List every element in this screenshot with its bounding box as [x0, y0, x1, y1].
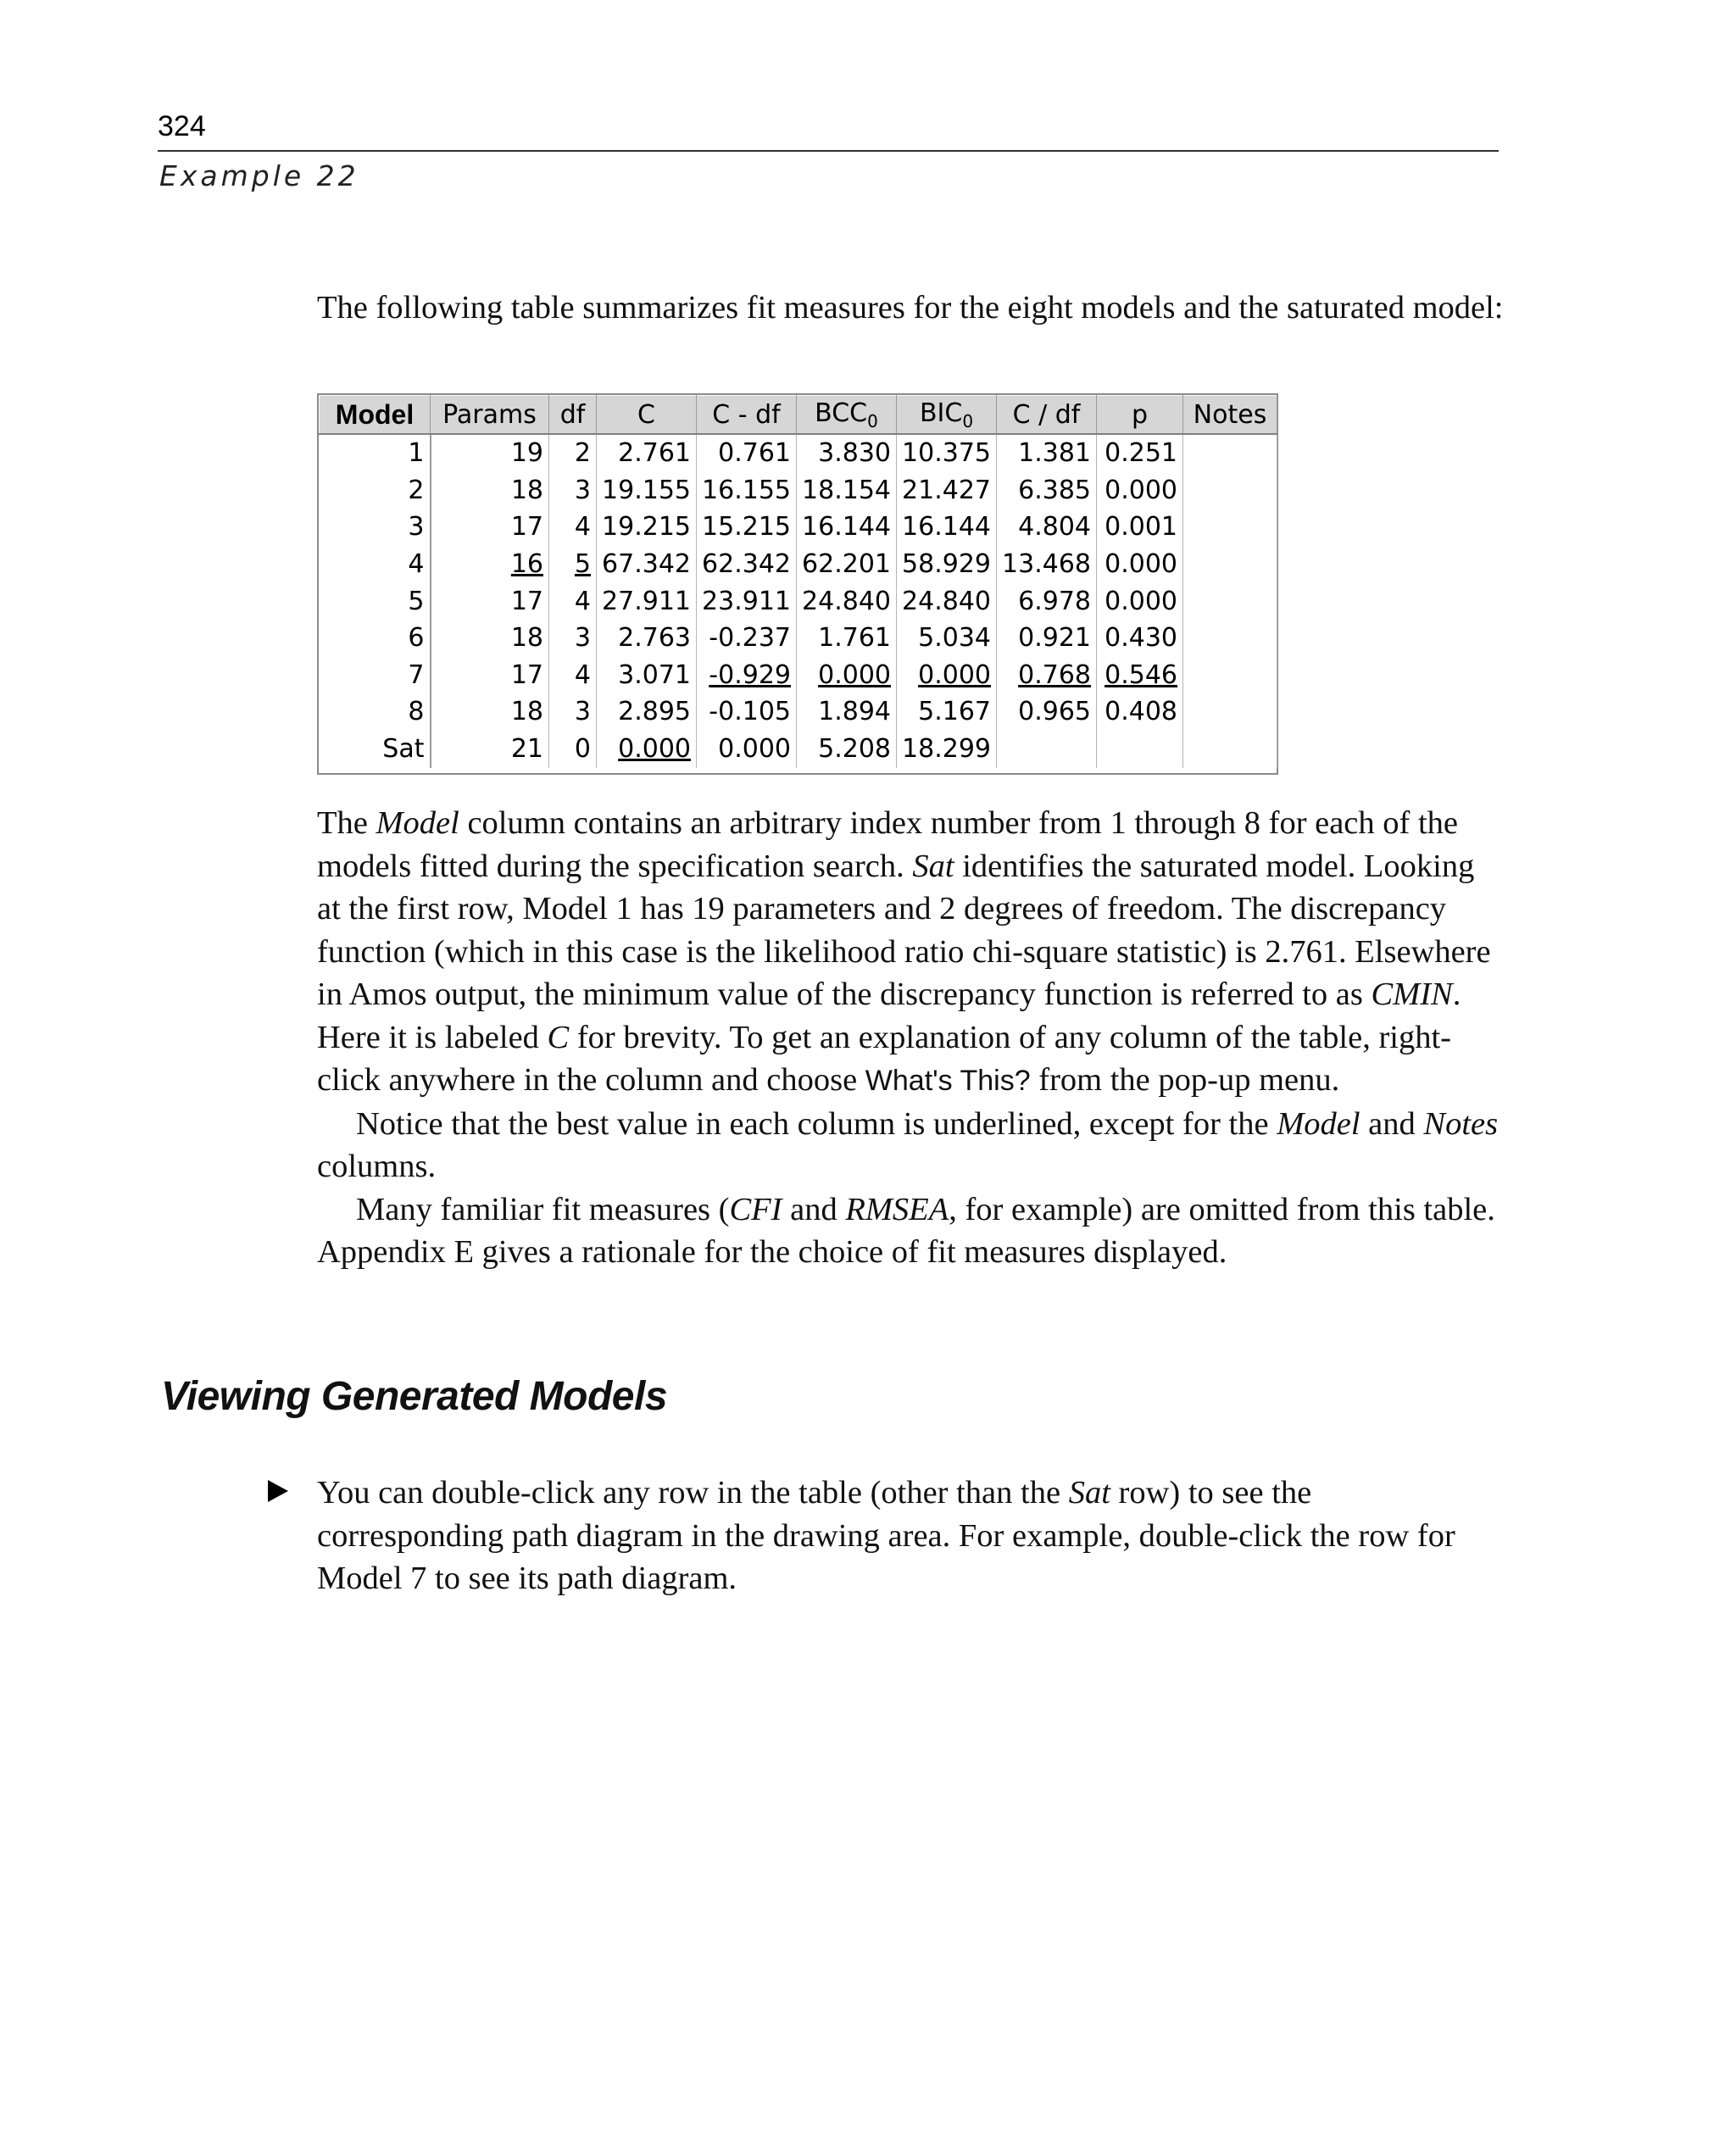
cell-c-over-df — [997, 657, 1097, 694]
cell-c-over-df: 1.381 — [997, 434, 1097, 472]
cell-df — [549, 546, 597, 583]
cell-bcc0: 24.840 — [797, 582, 897, 620]
cell-params: 17 — [431, 582, 549, 620]
column-header-c-minus-df[interactable]: C - df — [697, 396, 797, 435]
table-header-row — [320, 396, 1277, 435]
section-heading: Viewing Generated Models — [161, 1374, 668, 1419]
text-run: Notice that the best value in each column is underlined, except for the — [356, 1105, 1277, 1142]
bic-subscript: 0 — [962, 410, 974, 431]
cell-bic0: 10.375 — [897, 434, 997, 472]
cell-notes — [1183, 582, 1277, 620]
cell-bcc0: 1.894 — [797, 693, 897, 731]
cell-c-minus-df — [697, 657, 797, 694]
cell-notes — [1183, 434, 1277, 472]
term-cfi: CFI — [729, 1191, 782, 1227]
text-run: The — [317, 805, 376, 841]
cell-c: 67.342 — [597, 546, 697, 583]
cell-notes — [1183, 693, 1277, 731]
table-row[interactable] — [320, 509, 1277, 546]
best-value: 0.546 — [1104, 659, 1177, 690]
cell-model: 4 — [320, 546, 431, 583]
text-run: for brevity. To get an explanation of any column of the table, right-click anywhere in the column and choose — [317, 1019, 1451, 1098]
text-run: . Here it is labeled — [317, 976, 1461, 1055]
bullet-triangle-icon — [268, 1480, 288, 1502]
cell-params: 18 — [431, 693, 549, 731]
explanation-text — [317, 802, 1504, 1274]
cell-bic0 — [897, 657, 997, 694]
cell-c-over-df — [997, 731, 1097, 768]
cell-p: 0.251 — [1097, 434, 1183, 472]
cell-model: 3 — [320, 509, 431, 546]
cell-c-over-df: 0.921 — [997, 620, 1097, 657]
ui-term-whats-this: What's This? — [865, 1065, 1031, 1097]
cell-model: Sat — [320, 731, 431, 768]
column-header-model[interactable]: Model — [320, 396, 431, 435]
cell-bcc0: 3.830 — [797, 434, 897, 472]
cell-df: 3 — [549, 693, 597, 731]
cell-c-over-df: 13.468 — [997, 546, 1097, 583]
cell-bic0: 21.427 — [897, 472, 997, 509]
cell-c — [597, 731, 697, 768]
term-model: Model — [1277, 1105, 1360, 1142]
cell-notes — [1183, 472, 1277, 509]
text-run: column contains an arbitrary index number from 1 through 8 for each of the models fitted during the specification search. — [317, 805, 1459, 884]
cell-c-over-df: 6.978 — [997, 582, 1097, 620]
best-value: 5 — [574, 549, 591, 580]
cell-c: 19.215 — [597, 509, 697, 546]
bic-label: BIC — [919, 398, 963, 428]
intro-paragraph: The following table summarizes fit measures for the eight models and the saturated model: — [317, 290, 1504, 325]
text-run: and — [782, 1191, 846, 1227]
text-run: , for example) are omitted from this table. Appendix E gives a rationale for the choice of fit measures displayed. — [317, 1191, 1495, 1270]
cell-df: 2 — [549, 434, 597, 472]
column-header-notes[interactable]: Notes — [1183, 396, 1277, 435]
cell-notes — [1183, 731, 1277, 768]
cell-bic0: 16.144 — [897, 509, 997, 546]
cell-c-minus-df: 15.215 — [697, 509, 797, 546]
best-value: 0.000 — [818, 659, 891, 690]
cell-params: 21 — [431, 731, 549, 768]
cell-c-minus-df: 0.761 — [697, 434, 797, 472]
table-row[interactable] — [320, 657, 1277, 694]
cell-p: 0.001 — [1097, 509, 1183, 546]
explanation-paragraph-1 — [317, 802, 1504, 1103]
explanation-paragraph-2 — [317, 1103, 1504, 1188]
table-row[interactable] — [320, 693, 1277, 731]
cell-p: 0.408 — [1097, 693, 1183, 731]
cell-params: 18 — [431, 472, 549, 509]
bcc-label: BCC — [815, 398, 868, 428]
term-cmin: CMIN — [1371, 976, 1453, 1012]
table-row[interactable] — [320, 434, 1277, 472]
running-head: Example 22 — [159, 159, 359, 192]
cell-bic0: 5.034 — [897, 620, 997, 657]
cell-bic0: 5.167 — [897, 693, 997, 731]
cell-notes — [1183, 546, 1277, 583]
cell-model: 7 — [320, 657, 431, 694]
text-run: and — [1360, 1105, 1424, 1142]
cell-c-over-df: 0.965 — [997, 693, 1097, 731]
cell-c-over-df: 4.804 — [997, 509, 1097, 546]
cell-p: 0.000 — [1097, 546, 1183, 583]
column-header-params[interactable]: Params — [431, 396, 549, 435]
term-model: Model — [376, 805, 459, 841]
cell-c-minus-df: 0.000 — [697, 731, 797, 768]
table-row[interactable] — [320, 620, 1277, 657]
cell-p: 0.000 — [1097, 582, 1183, 620]
cell-bic0: 18.299 — [897, 731, 997, 768]
text-run: identifies the saturated model. Looking at the first row, Model 1 has 19 parameters and 2 degrees of freedom. The discrepancy function (which in this case is the likelihood ratio chi-square statistic) is 2.761. Elsewhere in Amos output, the minimum value of the discrepancy function is referred to as — [317, 848, 1491, 1012]
cell-c-over-df: 6.385 — [997, 472, 1097, 509]
best-value: -0.929 — [709, 659, 791, 690]
bullet-step-text — [317, 1472, 1504, 1600]
cell-c-minus-df: -0.105 — [697, 693, 797, 731]
cell-params: 18 — [431, 620, 549, 657]
column-header-bic0[interactable] — [897, 396, 997, 435]
cell-notes — [1183, 657, 1277, 694]
cell-model: 2 — [320, 472, 431, 509]
cell-c: 27.911 — [597, 582, 697, 620]
cell-p: 0.000 — [1097, 472, 1183, 509]
column-header-p[interactable]: p — [1097, 396, 1183, 435]
cell-c: 2.763 — [597, 620, 697, 657]
cell-df: 4 — [549, 582, 597, 620]
cell-c: 19.155 — [597, 472, 697, 509]
table-row[interactable] — [320, 546, 1277, 583]
best-value: 0.768 — [1018, 659, 1091, 690]
cell-p — [1097, 657, 1183, 694]
text-run: row) to see the corresponding path diagram in the drawing area. For example, double-click the row for Model 7 to see its path diagram. — [317, 1475, 1455, 1596]
bcc-subscript: 0 — [867, 410, 878, 431]
cell-bcc0: 62.201 — [797, 546, 897, 583]
header-rule — [158, 150, 1499, 152]
cell-c: 3.071 — [597, 657, 697, 694]
cell-df: 4 — [549, 509, 597, 546]
cell-model: 1 — [320, 434, 431, 472]
cell-df: 3 — [549, 620, 597, 657]
cell-bcc0: 18.154 — [797, 472, 897, 509]
text-run: You can double-click any row in the table (other than the — [317, 1475, 1069, 1511]
best-value: 16 — [510, 549, 543, 580]
cell-bcc0: 16.144 — [797, 509, 897, 546]
cell-bcc0 — [797, 657, 897, 694]
column-header-c[interactable]: C — [597, 396, 697, 435]
cell-params: 19 — [431, 434, 549, 472]
cell-df: 0 — [549, 731, 597, 768]
table-row[interactable] — [320, 582, 1277, 620]
cell-model: 5 — [320, 582, 431, 620]
term-sat: Sat — [912, 848, 954, 884]
cell-p: 0.430 — [1097, 620, 1183, 657]
column-header-df[interactable]: df — [549, 396, 597, 435]
cell-params: 17 — [431, 657, 549, 694]
term-rmsea: RMSEA — [845, 1191, 949, 1227]
table-row[interactable] — [320, 731, 1277, 768]
cell-notes — [1183, 620, 1277, 657]
column-header-bcc0[interactable] — [797, 396, 897, 435]
cell-bic0: 24.840 — [897, 582, 997, 620]
cell-df: 4 — [549, 657, 597, 694]
term-sat: Sat — [1068, 1475, 1110, 1511]
page-number: 324 — [158, 110, 206, 142]
best-value: 0.000 — [918, 659, 991, 690]
cell-p — [1097, 731, 1183, 768]
cell-bcc0: 1.761 — [797, 620, 897, 657]
best-value: 0.000 — [618, 734, 691, 765]
cell-params — [431, 546, 549, 583]
table-row[interactable] — [320, 472, 1277, 509]
cell-model: 8 — [320, 693, 431, 731]
cell-df: 3 — [549, 472, 597, 509]
cell-c-minus-df: 23.911 — [697, 582, 797, 620]
text-run: columns. — [317, 1149, 437, 1184]
cell-params: 17 — [431, 509, 549, 546]
term-notes: Notes — [1423, 1105, 1499, 1142]
fit-measures-table — [317, 393, 1278, 775]
cell-notes — [1183, 509, 1277, 546]
cell-bcc0: 5.208 — [797, 731, 897, 768]
text-run: Many familiar fit measures ( — [356, 1191, 730, 1227]
cell-c: 2.895 — [597, 693, 697, 731]
column-header-c-over-df[interactable]: C / df — [997, 396, 1097, 435]
cell-model: 6 — [320, 620, 431, 657]
explanation-paragraph-3 — [317, 1188, 1504, 1274]
cell-c-minus-df: 16.155 — [697, 472, 797, 509]
term-c: C — [547, 1019, 570, 1055]
cell-c: 2.761 — [597, 434, 697, 472]
cell-c-minus-df: 62.342 — [697, 546, 797, 583]
text-run: from the pop-up menu. — [1030, 1062, 1340, 1098]
cell-c-minus-df: -0.237 — [697, 620, 797, 657]
cell-bic0: 58.929 — [897, 546, 997, 583]
